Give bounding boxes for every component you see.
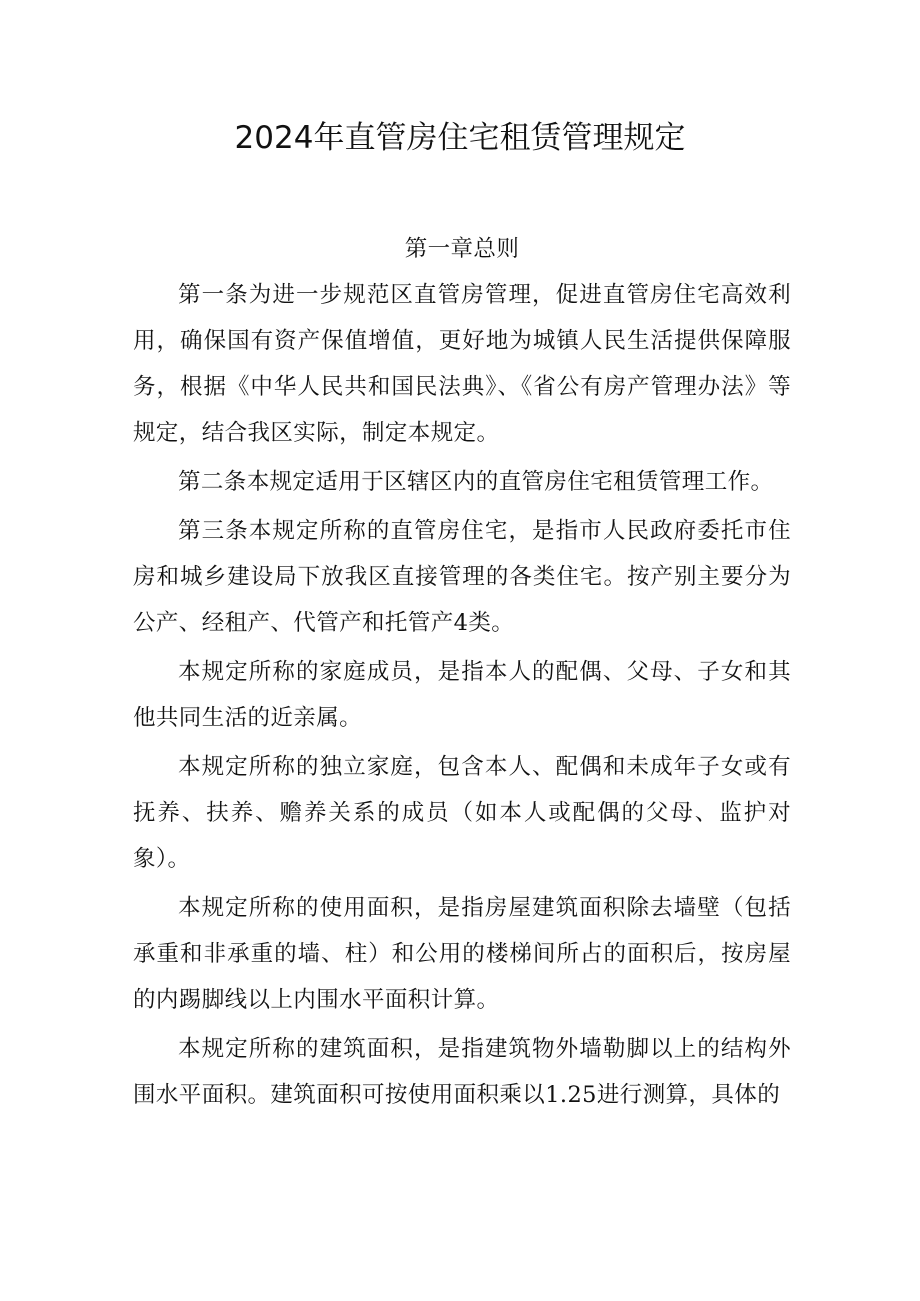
paragraph-building-area: 本规定所称的建筑面积，是指建筑物外墙勒脚以上的结构外围水平面积。建筑面积可按使用面积乘以1.25进行测算，具体的 (133, 1036, 791, 1108)
paragraph-article-2: 第二条本规定适用于区辖区内的直管房住宅租赁管理工作。 (178, 469, 774, 495)
paragraph-usable-area: 本规定所称的使用面积，是指房屋建筑面积除去墙壁（包括承重和非承重的墙、柱）和公用的楼梯间所占的面积后，按房屋的内踢脚线以上内围水平面积计算。 (133, 895, 791, 1013)
document-body (133, 226, 791, 1121)
paragraph-family-members: 本规定所称的家庭成员，是指本人的配偶、父母、子女和其他共同生活的近亲属。 (133, 659, 791, 731)
paragraph-independent-family: 本规定所称的独立家庭，包含本人、配偶和未成年子女或有抚养、扶养、赡养关系的成员（如本人或配偶的父母、监护对象）。 (133, 754, 791, 872)
document-title: 2024年直管房住宅租赁管理规定 (234, 120, 686, 156)
paragraph-article-1: 第一条为进一步规范区直管房管理，促进直管房住宅高效利用，确保国有资产保值增值，更好地为城镇人民生活提供保障服务，根据《中华人民共和国民法典》、《省公有房产管理办法》等规定，结合我区实际，制定本规定。 (133, 282, 791, 446)
paragraph-article-3: 第三条本规定所称的直管房住宅，是指市人民政府委托市住房和城乡建设局下放我区直接管理的各类住宅。按产别主要分为公产、经租产、代管产和托管产4类。 (133, 518, 791, 636)
chapter-heading: 第一章总则 (404, 236, 520, 262)
